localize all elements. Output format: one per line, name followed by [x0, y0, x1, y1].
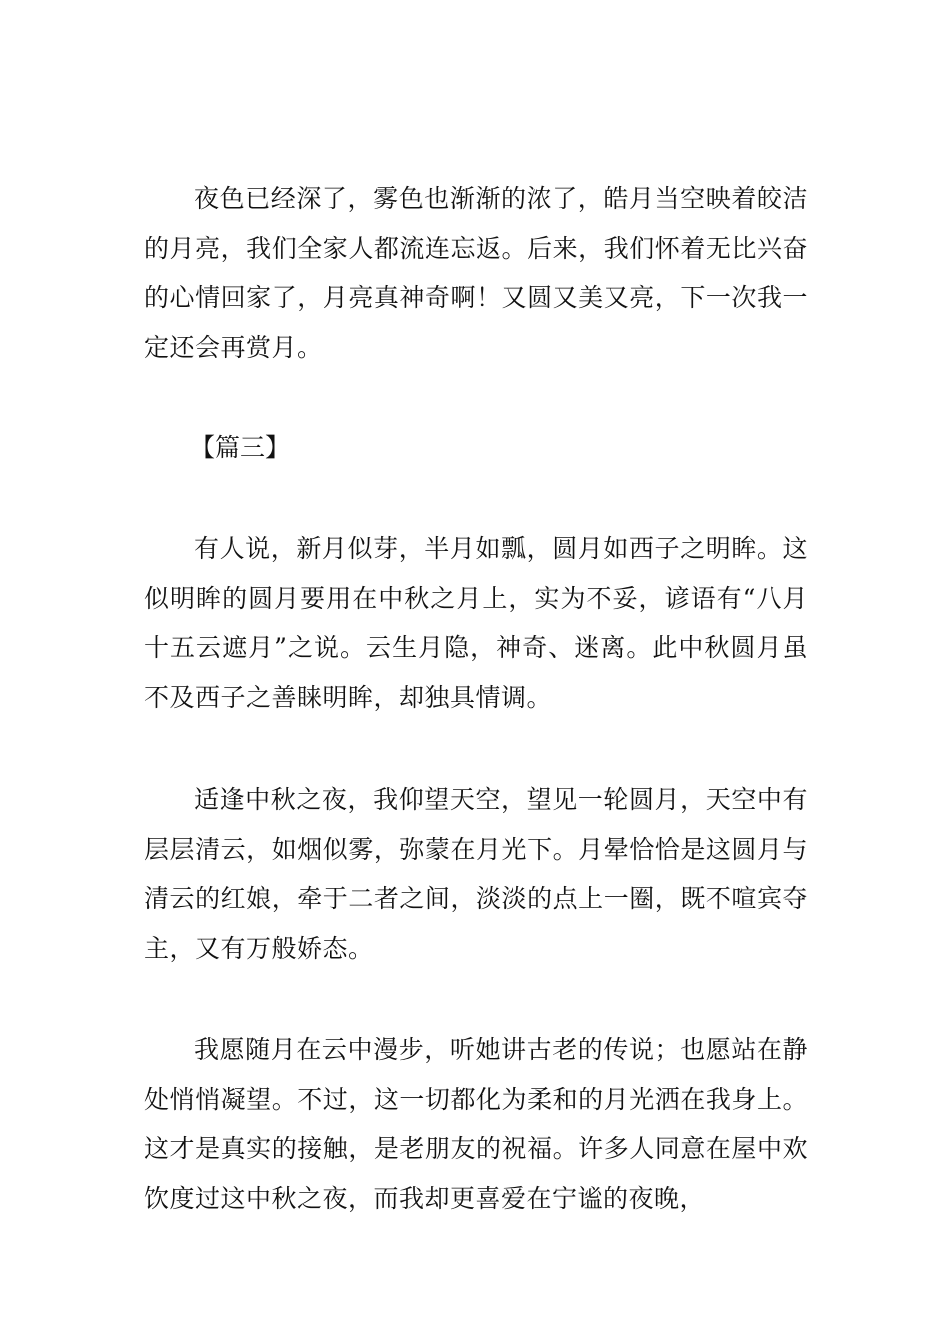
section-heading: 【篇三】	[190, 433, 291, 462]
paragraph-walk-with-moon: 我愿随月在云中漫步，听她讲古老的传说；也愿站在静处悄悄凝望。不过，这一切都化为柔和的月光洒在我身上。这才是真实的接触，是老朋友的祝福。许多人同意在屋中欢饮度过这中秋之夜，而我却更喜爱在宁谧的夜晚，	[144, 1035, 808, 1213]
paragraph-mid-autumn-night: 适逢中秋之夜，我仰望天空，望见一轮圆月，天空中有层层清云，如烟似雾，弥蒙在月光下。月晕恰恰是这圆月与清云的红娘，牵于二者之间，淡淡的点上一圈，既不喧宾夺主，又有万般娇态。	[144, 785, 808, 963]
paragraph-moon-metaphor: 有人说，新月似芽，半月如瓢，圆月如西子之明眸。这似明眸的圆月要用在中秋之月上，实为不妥，谚语有“八月十五云遮月”之说。云生月隐，神奇、迷离。此中秋圆月虽不及西子之善睐明眸，却独具情调。	[144, 534, 808, 712]
paragraph-moon-night: 夜色已经深了，雾色也渐渐的浓了，皓月当空映着皎洁的月亮，我们全家人都流连忘返。后来，我们怀着无比兴奋的心情回家了，月亮真神奇啊！又圆又美又亮，下一次我一定还会再赏月。	[144, 184, 808, 362]
